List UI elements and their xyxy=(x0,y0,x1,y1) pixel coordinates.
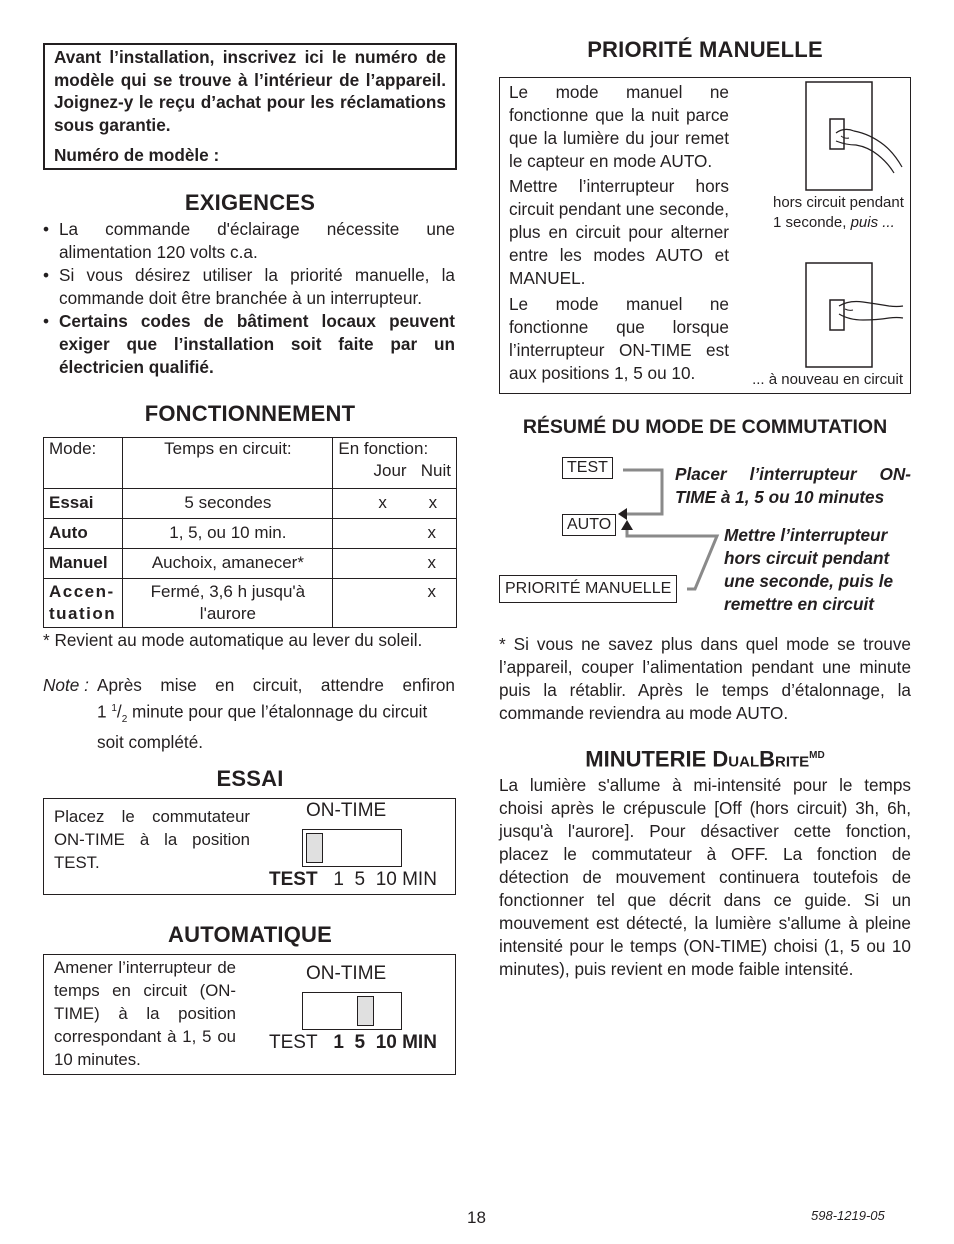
mode-box-auto: AUTO xyxy=(562,514,616,536)
pos-5: 5 xyxy=(354,1032,366,1053)
automatique-box xyxy=(43,954,456,1075)
note-line-1: Après mise en circuit, attendre enfiron xyxy=(97,675,455,695)
note-text xyxy=(97,674,455,754)
wall-switch-on-icon xyxy=(805,262,905,368)
exigences-item-text: La commande d'éclairage nécessite une alimentation 120 volts c.a. xyxy=(59,219,455,262)
minuterie-title-rite: RITE xyxy=(775,753,810,771)
minuterie-title xyxy=(499,744,911,773)
automatique-switch-label: ON-TIME xyxy=(306,963,387,984)
pos-10: 10 MIN xyxy=(375,869,437,890)
automatique-title: AUTOMATIQUE xyxy=(168,922,332,947)
header-night: Nuit xyxy=(420,461,451,480)
resume-instruction-1: Placer l’interrupteur ON-TIME à 1, 5 ou 10 minutes xyxy=(675,464,911,507)
warning-text: Avant l’installation, inscrivez ici le numéro de modèle qui se trouve à l’intérieur de l’appareil. Joignez-y le reçu d’achat pour les réclamations sous garantie. xyxy=(54,47,446,135)
note-fraction-num: 1 xyxy=(111,703,117,714)
priorite-para-3: Le mode manuel ne fonctionne que lorsque l’interrupteur ON-TIME est aux positions 1, 5 ou 10. xyxy=(509,294,729,383)
pos-10: 10 MIN xyxy=(375,1032,437,1053)
document-code: 598-1219-05 xyxy=(811,1208,885,1223)
row-mode: Essai xyxy=(44,489,123,519)
modes-table xyxy=(43,437,457,628)
row-night: x xyxy=(333,549,457,579)
bullet-icon: • xyxy=(43,219,50,239)
note-line-2: 1 $^1/_2$ minute pour que l’étalonnage du circuit xyxy=(97,701,428,726)
exigences-item-text: Si vous désirez utiliser la priorité manuelle, la commande doit être branchée à un interrupteur. xyxy=(59,265,455,308)
row-night: x xyxy=(333,579,457,628)
row-night: x xyxy=(333,519,457,549)
row-mode: Accen-tuation xyxy=(44,579,123,628)
header-day: Jour xyxy=(373,461,407,480)
essai-switch xyxy=(302,829,402,867)
row-time: Auchoix, amanecer* xyxy=(123,549,333,579)
model-number-box xyxy=(43,43,457,170)
header-function-label: En fonction: xyxy=(338,439,429,458)
row-night: x xyxy=(428,493,438,512)
automatique-switch xyxy=(302,992,402,1030)
priorite-caption-2: ... à nouveau en circuit xyxy=(752,371,903,388)
automatique-switch-positions xyxy=(269,1031,437,1054)
essai-switch-label: ON-TIME xyxy=(306,800,387,821)
essai-box xyxy=(43,798,456,895)
bullet-icon: • xyxy=(43,311,50,331)
header-time: Temps en circuit: xyxy=(123,438,333,489)
table-footnote: * Revient au mode automatique au lever du soleil. xyxy=(43,630,423,650)
exigences-item-3 xyxy=(43,310,455,379)
row-function xyxy=(333,489,457,519)
pos-test: TEST xyxy=(269,1032,318,1053)
essai-title: ESSAI xyxy=(216,766,284,791)
row-time: Fermé, 3,6 h jusqu'à l'aurore xyxy=(123,579,333,628)
essai-text: Placez le commutateur ON-TIME à la position TEST. xyxy=(54,807,250,872)
header-function xyxy=(333,438,457,489)
priorite-box xyxy=(499,77,911,394)
bullet-icon: • xyxy=(43,265,50,285)
resume-instruction-2: Mettre l’interrupteur hors circuit pendant une seconde, puis le remettre en circuit xyxy=(724,525,894,614)
caption-1-text: hors circuit pendant 1 seconde, xyxy=(773,194,904,231)
exigences-title: EXIGENCES xyxy=(184,190,316,215)
pos-1: 1 xyxy=(333,1032,344,1053)
exigences-item-2 xyxy=(43,264,455,310)
model-number-label: Numéro de modèle : xyxy=(54,145,220,165)
minuterie-title-d: D xyxy=(712,746,729,772)
table-row xyxy=(44,489,457,519)
essai-switch-positions xyxy=(269,868,437,891)
minuterie-title-sup: MD xyxy=(809,750,825,761)
table-row xyxy=(44,519,457,549)
pos-5: 5 xyxy=(354,869,366,890)
page-number: 18 xyxy=(467,1208,486,1227)
mode-box-manual: PRIORITÉ MANUELLE xyxy=(499,575,677,603)
minuterie-title-main: MINUTERIE xyxy=(585,746,713,772)
row-mode: Manuel xyxy=(44,549,123,579)
exigences-item-text: Certains codes de bâtiment locaux peuvent exiger que l’installation soit faite par un électricien qualifié. xyxy=(59,311,455,377)
row-time: 1, 5, ou 10 min. xyxy=(123,519,333,549)
switch-knob xyxy=(306,833,323,863)
reset-note: * Si vous ne savez plus dans quel mode se trouve l’appareil, couper l’alimentation pendant une minute puis la rétablir. Après le temps d’étalonnage, la commande reviendra au mode AUTO. xyxy=(499,634,911,723)
row-mode: Auto xyxy=(44,519,123,549)
note-line-2-rest: minute pour que l’étalonnage du circuit xyxy=(127,701,428,722)
note-line-3: soit complété. xyxy=(97,732,204,753)
automatique-text: Amener l’interrupteur de temps en circuit (ON-TIME) à la position correspondant à 1, 5 ou 10 minutes. xyxy=(54,958,236,1069)
minuterie-title-b: B xyxy=(759,746,775,772)
priorite-title: PRIORITÉ MANUELLE xyxy=(587,37,823,62)
pos-1: 1 xyxy=(333,869,344,890)
priorite-para-2: Mettre l’interrupteur hors circuit pendant une seconde, plus en circuit pour alterner entre les modes AUTO et MANUEL. xyxy=(509,176,729,288)
minuterie-text: La lumière s'allume à mi-intensité pour le temps choisi après le crépuscule [Off (hors circuit) 3h, 6h, jusqu'à l'aurore]. Pour désactiver cette fonction, placez le commutateur à OFF. La fonction de détection de mouvement continuera toutefois de fonctionner tel que décrit dans ce guide. Si un mouvement est détecté, la lumière s'allume à pleine intensité pour le temps (ON-TIME) choisi (1, 5 ou 10 minutes), puis revient en mode faible intensité. xyxy=(499,775,911,979)
minuterie-title-ual: UAL xyxy=(728,753,760,771)
priorite-caption-1 xyxy=(773,193,908,233)
table-row xyxy=(44,579,457,628)
switch-knob xyxy=(357,996,374,1026)
pos-test: TEST xyxy=(269,869,318,890)
mode-box-test: TEST xyxy=(562,457,613,479)
fonctionnement-title: FONCTIONNEMENT xyxy=(144,401,356,426)
note-fraction-whole: 1 xyxy=(97,701,112,722)
table-header-row xyxy=(44,438,457,489)
priorite-para-1: Le mode manuel ne fonctionne que la nuit parce que la lumière du jour remet le capteur en mode AUTO. xyxy=(509,82,729,171)
note-fraction-den: 2 xyxy=(121,714,128,726)
caption-1-italic: puis ... xyxy=(850,214,895,231)
wall-switch-off-icon xyxy=(805,81,905,191)
resume-title: RÉSUMÉ DU MODE DE COMMUTATION xyxy=(522,416,888,438)
row-day: x xyxy=(378,493,387,512)
header-mode: Mode: xyxy=(44,438,123,489)
exigences-item-1 xyxy=(43,218,455,264)
table-row xyxy=(44,549,457,579)
note-label: Note : xyxy=(43,675,89,695)
row-time: 5 secondes xyxy=(123,489,333,519)
